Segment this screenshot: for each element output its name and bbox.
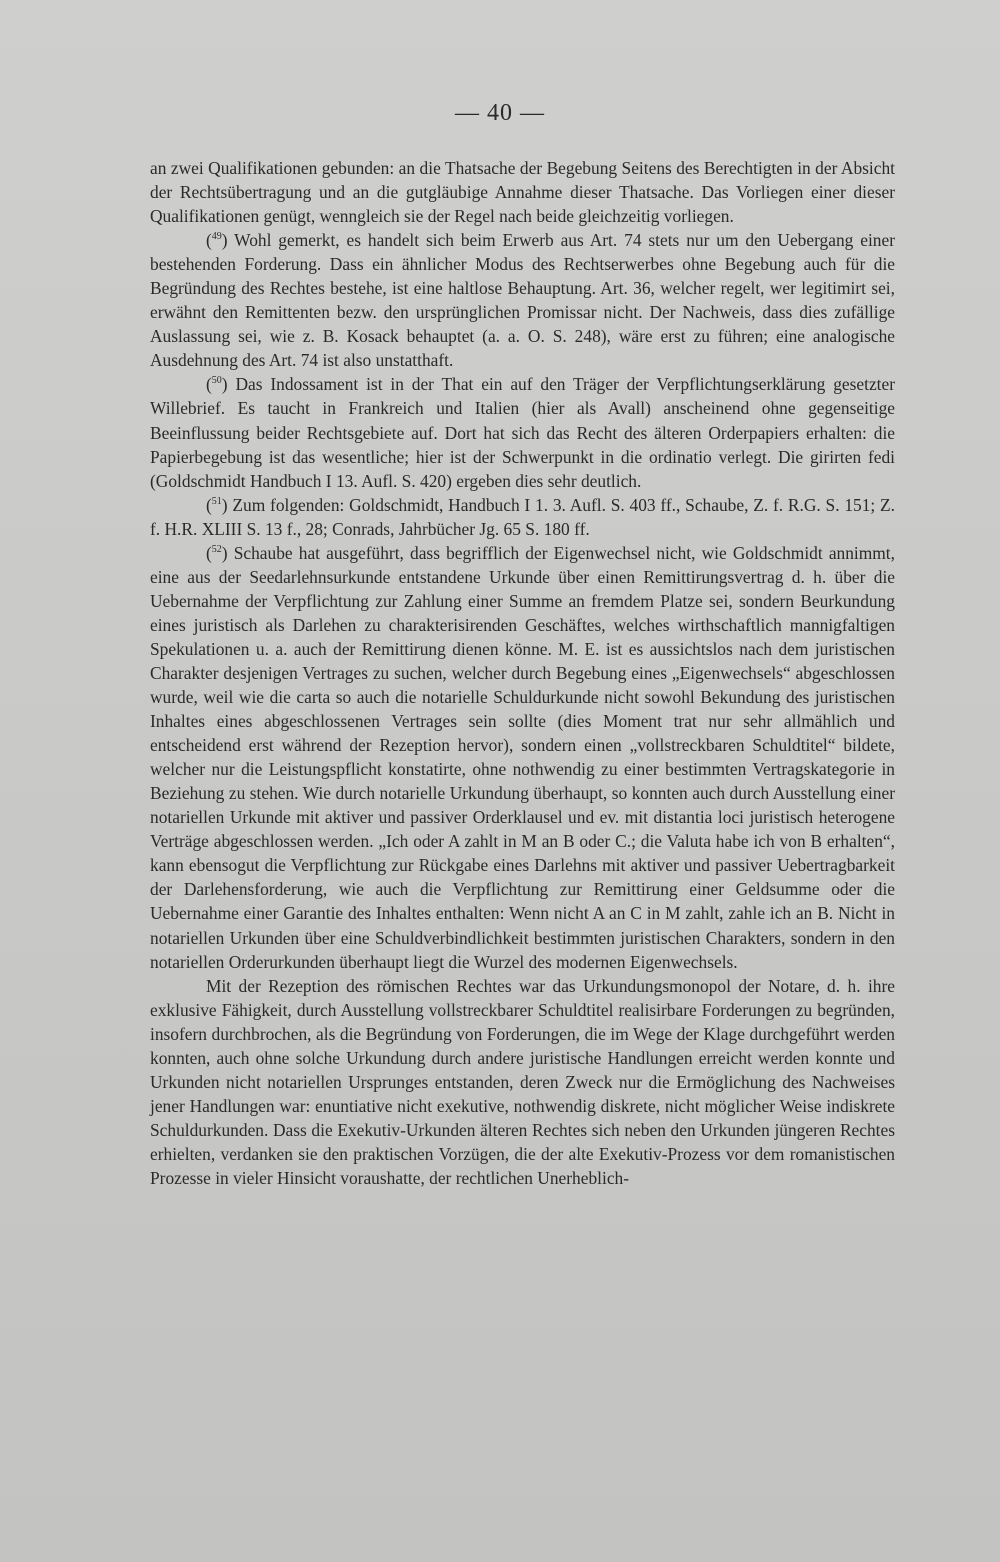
footnote-marker: 49 bbox=[211, 231, 222, 243]
paragraph-continuation: an zwei Qualifikationen gebunden: an die Thatsache der Begebung Seitens des Berechtigten in der Absicht der Rechtsübertragung und an die gutgläubige Annahme dieser Thatsache. Das Vorliegen einer dieser Qualifikationen genügt, wenngleich sie der Regel nach beide gleichzeitig vorliegen. bbox=[150, 158, 895, 227]
footnote-50: ($^{50}$) Das Indossament ist in der That ein auf den Träger der Verpflichtungserklärung gesetzter Willebrief. Es taucht in Frankreich und Italien (hier als Avall) anscheinend ohne gegenseitige Beeinflussung beider Rechtsgebiete auf. Dort hat sich das Recht des älteren Orderpapiers erhalten: die Papierbegebung ist das wesentliche; hier ist der Schwerpunkt in die ordinatio verlegt. Die girirten fedi (Goldschmidt Handbuch I 13. Aufl. S. 420) ergeben dies sehr deutlich. bbox=[150, 374, 896, 491]
footnote-marker: 51 bbox=[211, 495, 222, 507]
footnote-marker: 50 bbox=[211, 375, 222, 387]
footnote-text: Wohl gemerkt, es handelt sich beim Erwerb aus Art. 74 stets nur um den Uebergang einer bestehenden Forderung. Dass ein ähnlicher Modus des Rechtserwerbes ohne Begebung auch für die Begründung des Rechtes bestehe, ist eine haltlose Behauptung. Art. 36, welcher regelt, wer legitimirt sei, erwähnt den Remittenten bezw. den ursprünglichen Promissar nicht. Der Nachweis, dass dies zufällige Auslassung sei, wie z. B. Kosack behauptet (a. a. O. S. 248), wäre erst zu führen; eine analogische Ausdehnung des Art. 74 ist also unstatthaft. bbox=[150, 230, 895, 371]
footnote-51: ($^{51}$) Zum folgenden: Goldschmidt, Handbuch I 1. 3. Aufl. S. 403 ff., Schaube, Z. f. R.G. S. 151; Z. f. H.R. XLIII S. 13 f., 28; Conrads, Jahrbücher Jg. 65 S. 180 ff. bbox=[150, 494, 896, 539]
footnote-marker: 52 bbox=[211, 543, 222, 555]
footnote-text: Das Indossament ist in der That ein auf den Träger der Verpflichtungserklärung gesetzter Willebrief. Es taucht in Frankreich und Italien (hier als Avall) anscheinend ohne gegenseitige Beeinflussung beider Rechtsgebiete auf. Dort hat sich das Recht des älteren Orderpapiers erhalten: die Papierbegebung ist das wesentliche; hier ist der Schwerpunkt in die ordinatio verlegt. Die girirten fedi (Goldschmidt Handbuch I 13. Aufl. S. 420) ergeben dies sehr deutlich. bbox=[150, 374, 896, 491]
footnote-52: ($^{52}$) Schaube hat ausgeführt, dass begrifflich der Eigenwechsel nicht, wie Goldschmidt annimmt, eine aus der Seedarlehnsurkunde entstandene Urkunde über einen Remittirungsvertrag d. h. über die Uebernahme der Verpflichtung zur Zahlung einer Summe an fremdem Platze sei, sondern Beurkundung eines juristisch als Darlehen zu charakterisirenden Geschäftes, welches wirthschaftlich mannigfaltigen Spekulationen u. a. auch der Remittirung dienen könne. M. E. ist es aussichtslos nach dem juristischen Charakter desjenigen Vertrages zu suchen, welcher durch Begebung eines „Eigenwechsels“ abgeschlossen wurde, weil wie die carta so auch die notarielle Schuldurkunde nicht sowohl Bekundung des juristischen Inhaltes eines abgeschlossenen Vertrages sein sollte (dies Moment trat nur sehr allmählich und entscheidend erst während der Rezeption hervor), sondern einen „vollstreckbaren Schuldtitel“ bildete, welcher nur die Leistungspflicht konstatirte, ohne nothwendig zu einer bestimmten Vertragskategorie in Beziehung zu stehen. Wie durch notarielle Urkundung überhaupt, so konnten auch durch Ausstellung einer notariellen Urkunde mit aktiver und passiver Orderklausel und ev. mit distantia loci juristisch heterogene Verträge abgeschlossen werden. „Ich oder A zahlt in M an B oder C.; die Valuta habe ich von B erhalten“, kann ebensogut die Verpflichtung zur Rückgabe eines Darlehns mit aktiver und passiver Uebertragbarkeit der Darlehensforderung, wie auch die Verpflichtung zur Remittirung einer Geldsumme oder die Uebernahme einer Garantie des Inhaltes enthalten: Wenn nicht A an C in M zahlt, zahle ich an B. Nicht in notariellen Urkunden über eine Schuldverbindlichkeit bestimmten juristischen Charakters, sondern in den notariellen Orderurkunden überhaupt liegt die Wurzel des modernen Eigenwechsels. bbox=[150, 542, 895, 972]
footnote-text: Zum folgenden: Goldschmidt, Handbuch I 1. 3. Aufl. S. 403 ff., Schaube, Z. f. R.G. S. 151; Z. f. H.R. XLIII S. 13 f., 28; Conrads, Jahrbücher Jg. 65 S. 180 ff. bbox=[150, 494, 896, 539]
page-number: — 40 — bbox=[455, 100, 545, 126]
paragraph-main: Mit der Rezeption des römischen Rechtes war das Urkundungsmonopol der Notare, d. h. ihre exklusive Fähigkeit, durch Ausstellung vollstreckbarer Schuldtitel realisirbare Forderungen zu begründen, insofern durchbrochen, als die Begründung von Forderungen, die im Wege der Klage durchgeführt werden konnten, auch ohne solche Urkundung durch andere juristische Handlungen erreicht werden konnte und Urkunden nicht notariellen Ursprunges entstanden, deren Zweck nur die Ermöglichung des Nachweises jener Handlungen war: enuntiative nicht exekutive, nothwendig diskrete, nicht möglicher Weise indiskrete Schuldurkunden. Dass die Exekutiv-Urkunden älteren Rechtes sich neben den Urkunden jüngeren Rechtes erhielten, verdanken sie den praktischen Vorzügen, die der alte Exekutiv-Prozess vor dem romanistischen Prozesse in vieler Hinsicht voraushatte, der rechtlichen Unerheblich- bbox=[150, 975, 895, 1188]
footnote-49: ($^{49}$) Wohl gemerkt, es handelt sich beim Erwerb aus Art. 74 stets nur um den Uebergang einer bestehenden Forderung. Dass ein ähnlicher Modus des Rechtserwerbes ohne Begebung auch für die Begründung des Rechtes bestehe, ist eine haltlose Behauptung. Art. 36, welcher regelt, wer legitimirt sei, erwähnt den Remittenten bezw. den ursprünglichen Promissar nicht. Der Nachweis, dass dies zufällige Auslassung sei, wie z. B. Kosack behauptet (a. a. O. S. 248), wäre erst zu führen; eine analogische Ausdehnung des Art. 74 ist also unstatthaft. bbox=[150, 230, 895, 371]
footnote-text: Schaube hat ausgeführt, dass begrifflich der Eigenwechsel nicht, wie Goldschmidt annimmt, eine aus der Seedarlehnsurkunde entstandene Urkunde über einen Remittirungsvertrag d. h. über die Uebernahme der Verpflichtung zur Zahlung einer Summe an fremdem Platze sei, sondern Beurkundung eines juristisch als Darlehen zu charakterisirenden Geschäftes, welches wirthschaftlich mannigfaltigen Spekulationen u. a. auch der Remittirung dienen könne. M. E. ist es aussichtslos nach dem juristischen Charakter desjenigen Vertrages zu suchen, welcher durch Begebung eines „Eigenwechsels“ abgeschlossen wurde, weil wie die carta so auch die notarielle Schuldurkunde nicht sowohl Bekundung des juristischen Inhaltes eines abgeschlossenen Vertrages sein sollte (dies Moment trat nur sehr allmählich und entscheidend erst während der Rezeption hervor), sondern einen „vollstreckbaren Schuldtitel“ bildete, welcher nur die Leistungspflicht konstatirte, ohne nothwendig zu einer bestimmten Vertragskategorie in Beziehung zu stehen. Wie durch notarielle Urkundung überhaupt, so konnten auch durch Ausstellung einer notariellen Urkunde mit aktiver und passiver Orderklausel und ev. mit distantia loci juristisch heterogene Verträge abgeschlossen werden. „Ich oder A zahlt in M an B oder C.; die Valuta habe ich von B erhalten“, kann ebensogut die Verpflichtung zur Rückgabe eines Darlehns mit aktiver und passiver Uebertragbarkeit der Darlehensforderung, wie auch die Verpflichtung zur Remittirung einer Geldsumme oder die Uebernahme einer Garantie des Inhaltes enthalten: Wenn nicht A an C in M zahlt, zahle ich an B. Nicht in notariellen Urkunden über eine Schuldverbindlichkeit bestimmten juristischen Charakters, sondern in den notariellen Orderurkunden überhaupt liegt die Wurzel des modernen Eigenwechsels. bbox=[150, 542, 895, 972]
body-text bbox=[150, 156, 895, 1190]
